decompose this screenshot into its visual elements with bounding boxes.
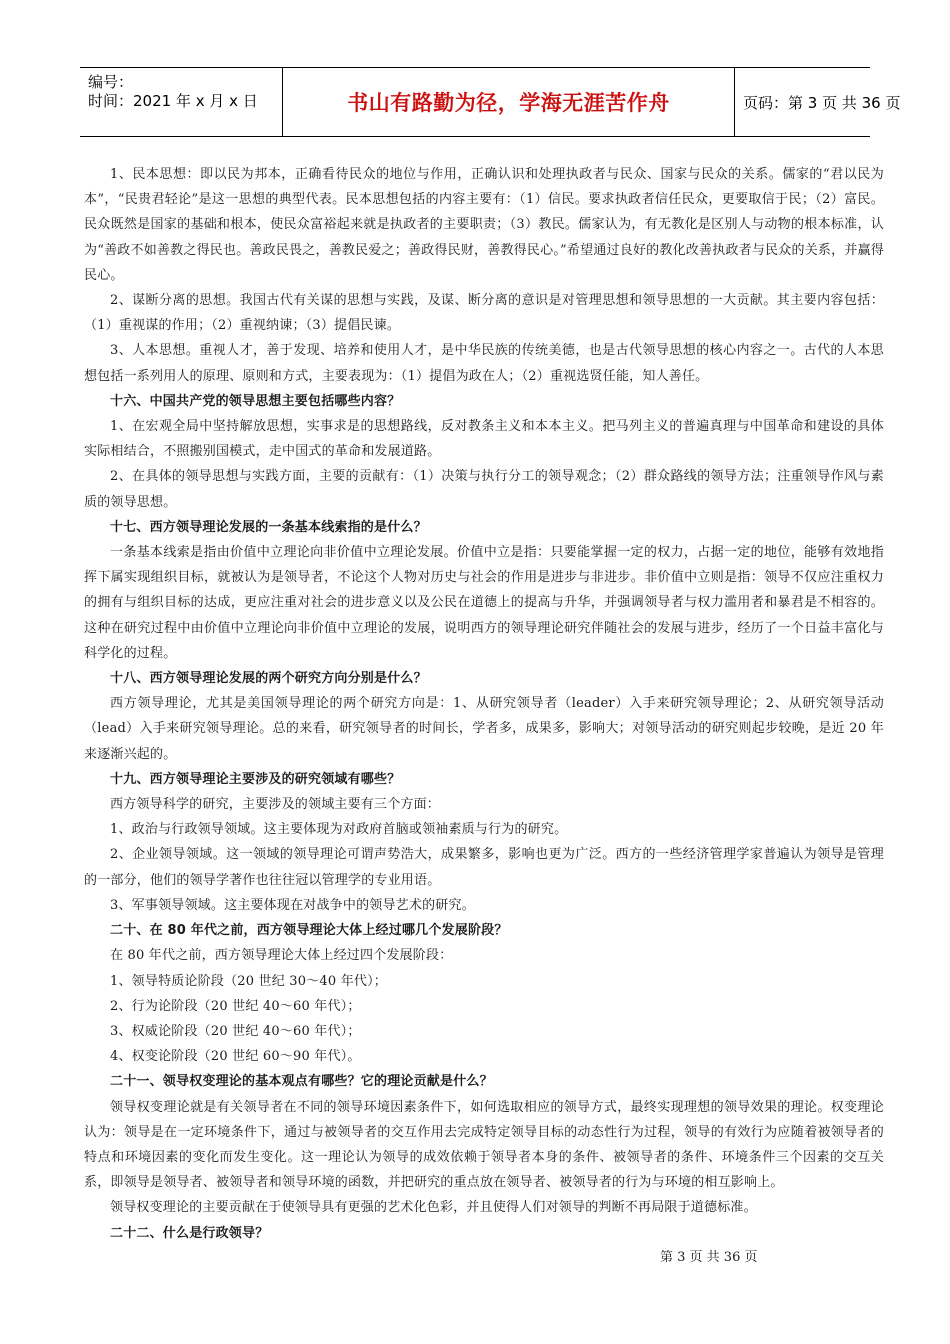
body-paragraph: 3、军事领导领域。这主要体现在对战争中的领导艺术的研究。 [110, 897, 475, 913]
question-heading: 十六、中国共产党的领导思想主要包括哪些内容？ [110, 393, 401, 409]
body-paragraph: 3、人本思想。重视人才，善于发现、培养和使用人才，是中华民族的传统美德，也是古代领导思想的核心内容之一。古代的人本思想包括一系列用人的原理、原则和方式，主要表现为：（1）提倡为政在人；（2）重视选贤任能，知人善任。 [84, 343, 884, 384]
body-paragraph: 1、在宏观全局中坚持解放思想，实事求是的思想路线，反对教条主义和本本主义。把马列主义的普遍真理与中国革命和建设的具体实际相结合，不照搬别国模式，走中国式的革命和发展道路。 [84, 419, 884, 460]
header-left-cell [80, 68, 283, 136]
body-paragraph: 2、行为论阶段（20 世纪 40～60 年代）； [110, 998, 361, 1014]
body-paragraph: 领导权变理论的主要贡献在于使领导具有更强的艺术化色彩，并且使得人们对领导的判断不再局限于道德标准。 [110, 1200, 757, 1216]
body-paragraph: 1、民本思想：即以民为邦本，正确看待民众的地位与作用，正确认识和处理执政者与民众、国家与民众的关系。儒家的“君以民为本”，“民贵君轻论”是这一思想的典型代表。民本思想包括的内容主要有：（1）信民。要求执政者信任民众，更要取信于民；（2）富民。民众既然是国家的基础和根本，使民众富裕起来就是执政者的主要职责；（3）教民。儒家认为，有无教化是区别人与动物的根本标准，认为“善政不如善教之得民也。善政民畏之，善教民爱之；善政得民财，善教得民心。”希望通过良好的教化改善执政者与民众的关系，并赢得民心。 [84, 167, 884, 283]
body-paragraph: 1、政治与行政领导领域。这主要体现为对政府首脑或领袖素质与行为的研究。 [110, 822, 568, 838]
question-heading: 二十一、领导权变理论的基本观点有哪些？它的理论贡献是什么？ [110, 1074, 493, 1090]
document-number-label: 编号： [88, 73, 134, 91]
body-paragraph: 一条基本线索是指由价值中立理论向非价值中立理论发展。价值中立是指：只要能掌握一定的权力，占据一定的地位，能够有效地指挥下属实现组织目标，就被认为是领导者，不论这个人物对历史与社会的作用是进步与非进步。非价值中立则是指：领导不仅应注重权力的拥有与组织目标的达成，更应注重对社会的进步意义以及公民在道德上的提高与升华，并强调领导者与权力滥用者和暴君是不相容的。这种在研究过程中由价值中立理论向非价值中立理论的发展，说明西方的领导理论研究伴随社会的发展与进步，经历了一个日益丰富化与科学化的过程。 [84, 545, 884, 661]
body-paragraph: 2、谋断分离的思想。我国古代有关谋的思想与实践，及谋、断分离的意识是对管理思想和领导思想的一大贡献。其主要内容包括：（1）重视谋的作用；（2）重视纳谏；（3）提倡民谏。 [84, 293, 884, 334]
document-date-label: 时间：2021 年 x 月 x 日 [88, 92, 258, 110]
question-heading: 十九、西方领导理论主要涉及的研究领域有哪些？ [110, 771, 401, 787]
question-heading: 十八、西方领导理论发展的两个研究方向分别是什么？ [110, 671, 427, 687]
footer-page-number: 第 3 页 共 36 页 [660, 1250, 758, 1265]
body-paragraph: 3、权威论阶段（20 世纪 40～60 年代）； [110, 1023, 361, 1039]
question-heading: 十七、西方领导理论发展的一条基本线索指的是什么？ [110, 519, 427, 535]
body-paragraph: 在 80 年代之前，西方领导理论大体上经过四个发展阶段： [110, 948, 453, 964]
question-heading: 二十、在 80 年代之前，西方领导理论大体上经过哪几个发展阶段？ [110, 923, 508, 939]
document-body [84, 162, 884, 1246]
body-paragraph: 西方领导理论，尤其是美国领导理论的两个研究方向是：1、从研究领导者（leader）入手来研究领导理论；2、从研究领导活动（lead）入手来研究领导理论。总的来看，研究领导者的时间长，学者多，成果多，影响大；对领导活动的研究则起步较晚，是近 20 年来逐渐兴起的。 [84, 696, 884, 762]
body-paragraph: 西方领导科学的研究，主要涉及的领域主要有三个方面： [110, 797, 441, 813]
question-heading: 二十二、什么是行政领导？ [110, 1225, 269, 1241]
body-paragraph: 1、领导特质论阶段（20 世纪 30～40 年代）； [110, 973, 387, 989]
body-paragraph: 4、权变论阶段（20 世纪 60～90 年代）。 [110, 1049, 361, 1065]
header-right-cell [735, 68, 901, 136]
header-page-info: 页码：第 3 页 共 36 页 [743, 93, 901, 112]
header-slogan: 书山有路勤为径，学海无涯苦作舟 [347, 91, 670, 115]
header-middle-cell [283, 68, 735, 136]
body-paragraph: 2、在具体的领导思想与实践方面，主要的贡献有：（1）决策与执行分工的领导观念；（2）群众路线的领导方法；注重领导作风与素质的领导思想。 [84, 469, 884, 510]
body-paragraph: 2、企业领导领域。这一领域的领导理论可谓声势浩大，成果繁多，影响也更为广泛。西方的一些经济管理学家普遍认为领导是管理的一部分，他们的领导学著作也往往冠以管理学的专业用语。 [84, 847, 884, 888]
page-header [80, 67, 901, 137]
body-paragraph: 领导权变理论就是有关领导者在不同的领导环境因素条件下，如何选取相应的领导方式，最终实现理想的领导效果的理论。权变理论认为：领导是在一定环境条件下，通过与被领导者的交互作用去完成特定领导目标的动态性行为过程，领导的有效行为应随着被领导者的特点和环境因素的变化而发生变化。这一理论认为领导的成效依赖于领导者本身的条件、被领导者的条件、环境条件三个因素的交互关系，即领导是领导者、被领导者和领导环境的函数，并把研究的重点放在领导者、被领导者的行为与环境的相互影响上。 [84, 1099, 884, 1191]
